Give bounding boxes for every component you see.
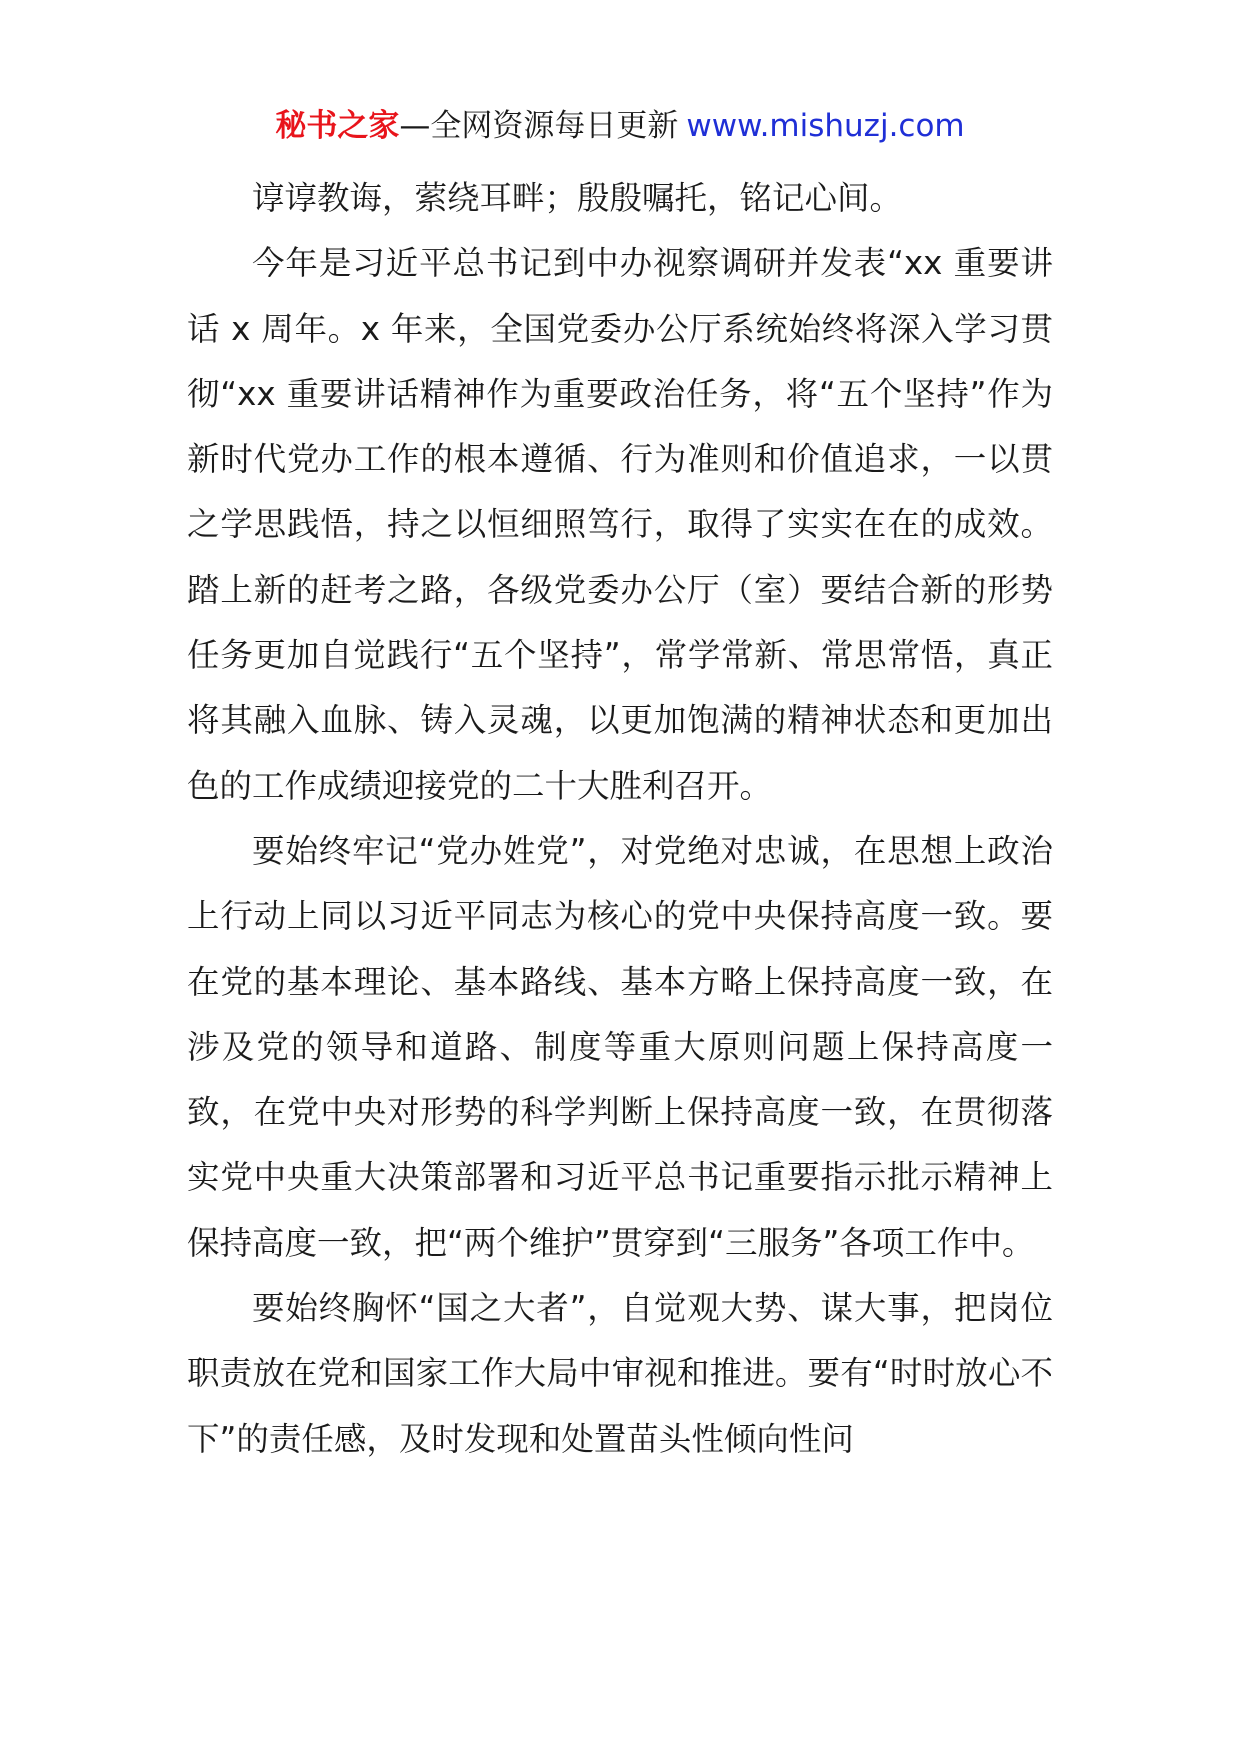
paragraph-anniversary: 今年是习近平总书记到中办视察调研并发表“xx 重要讲话 x 周年。x 年来，全国党委办公厅系统始终将深入学习贯彻“xx 重要讲话精神作为重要政治任务，将“五个坚持”作为新时代党办工作的根本遵循、行为准则和价值追求，一以贯之学思践悟，持之以恒细照笃行，取得了实实在在的成效。踏上新的赶考之路，各级党委办公厅（室）要结合新的形势任务更加自觉践行“五个坚持”，常学常新、常思常悟，真正将其融入血脉、铸入灵魂，以更加饱满的精神状态和更加出色的工作成绩迎接党的二十大胜利召开。 <box>187 244 1053 805</box>
page-header <box>0 104 1240 148</box>
site-tagline: —全网资源每日更新 <box>399 108 679 144</box>
paragraph-big-picture: 要始终胸怀“国之大者”，自觉观大势、谋大事，把岗位职责放在党和国家工作大局中审视和推进。要有“时时放心不下”的责任感，及时发现和处置苗头性倾向性问 <box>187 1289 1053 1458</box>
document-body <box>187 166 1053 1472</box>
paragraph-opening: 谆谆教诲，萦绕耳畔；殷殷嘱托，铭记心间。 <box>252 179 903 217</box>
site-name: 秘书之家 <box>275 108 400 144</box>
site-url-link[interactable]: www.mishuzj.com <box>686 108 965 144</box>
paragraph-loyalty: 要始终牢记“党办姓党”，对党绝对忠诚，在思想上政治上行动上同以习近平同志为核心的党中央保持高度一致。要在党的基本理论、基本路线、基本方略上保持高度一致，在涉及党的领导和道路、制度等重大原则问题上保持高度一致，在党中央对形势的科学判断上保持高度一致，在贯彻落实党中央重大决策部署和习近平总书记重要指示批示精神上保持高度一致，把“两个维护”贯穿到“三服务”各项工作中。 <box>187 831 1053 1262</box>
